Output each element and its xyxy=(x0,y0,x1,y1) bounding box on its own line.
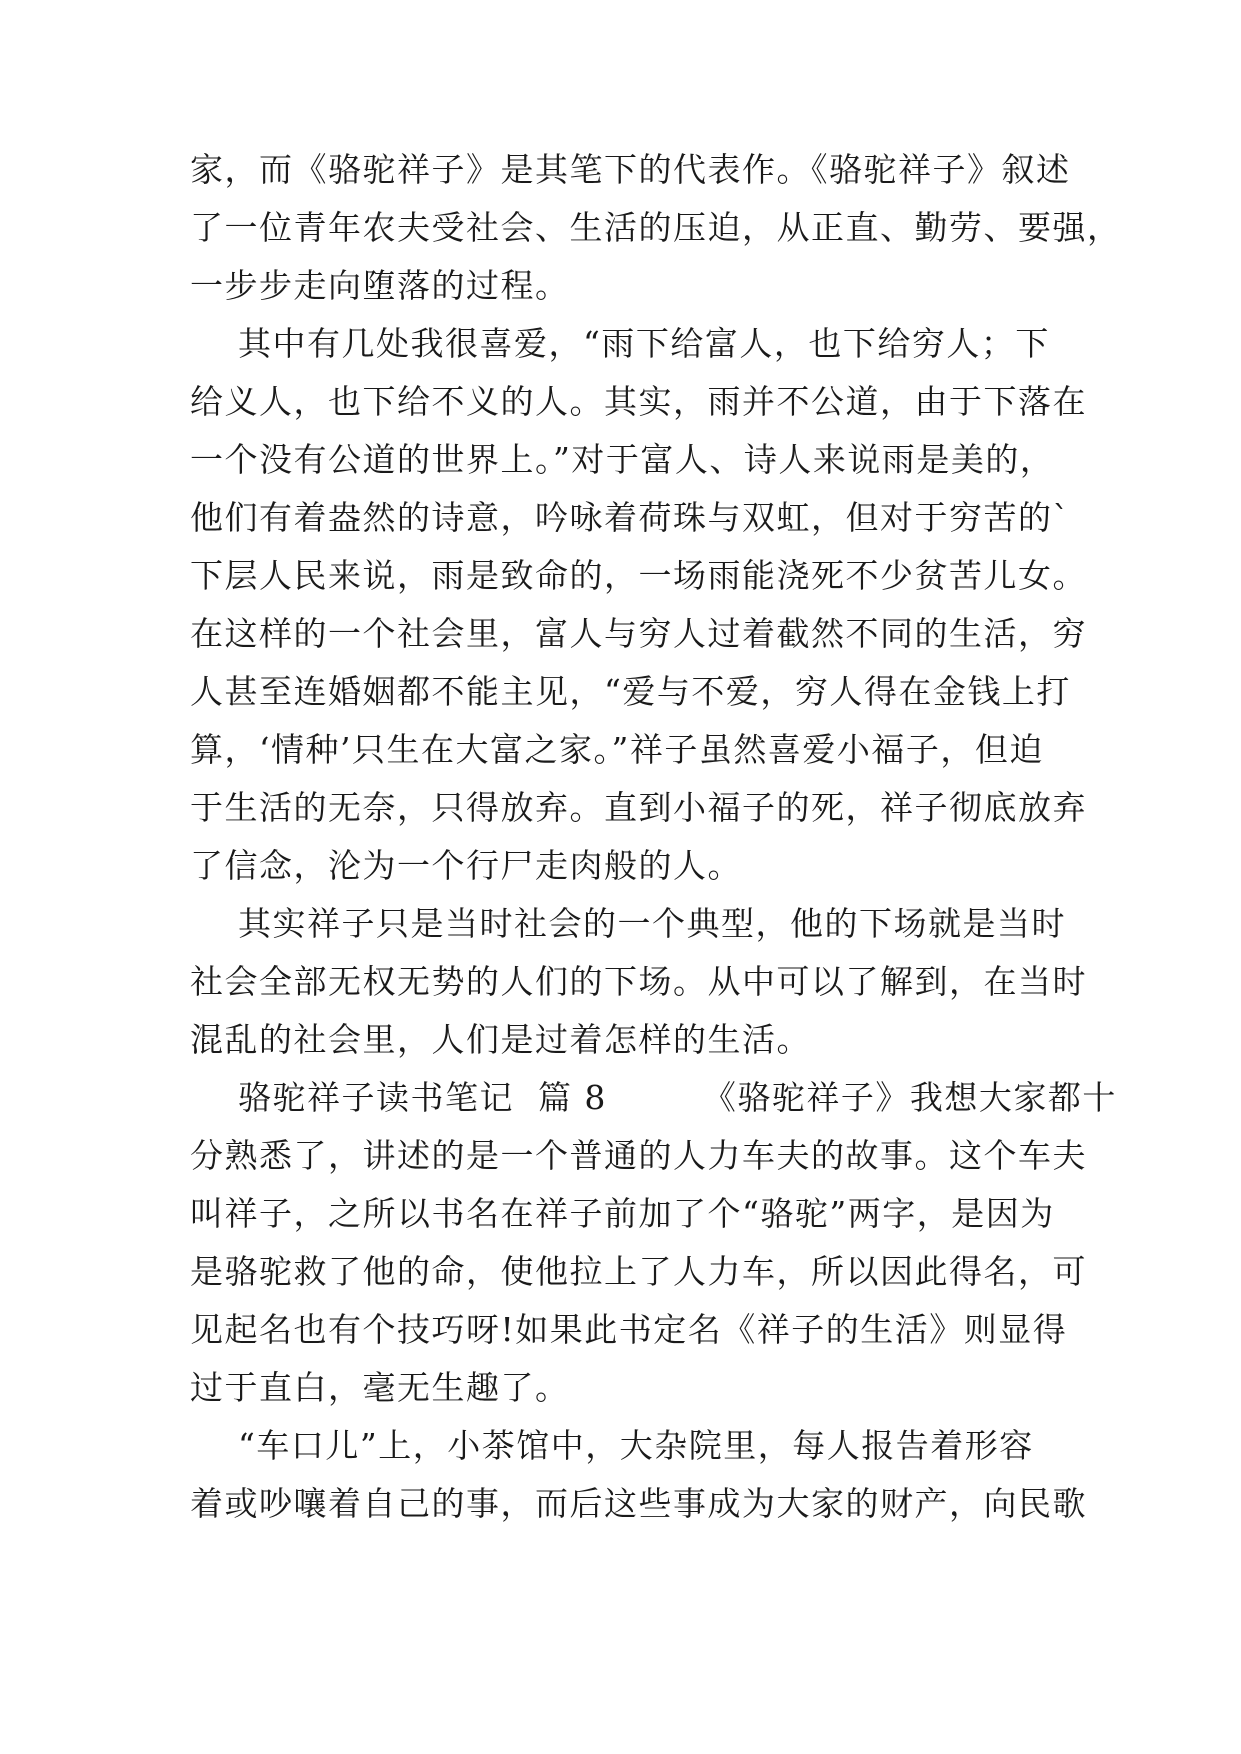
text-line: 下层人民来说，雨是致命的，一场雨能浇死不少贫苦儿女。 xyxy=(190,556,1087,595)
text-line: 一步步走向堕落的过程。 xyxy=(190,266,570,305)
text-line: 了信念，沦为一个行尸走肉般的人。 xyxy=(190,846,742,885)
text-line: 给义人，也下给不义的人。其实，雨并不公道，由于下落在 xyxy=(190,382,1087,421)
text-line: 在这样的一个社会里，富人与穷人过着截然不同的生活，穷 xyxy=(190,614,1087,653)
text-line: 着或吵嚷着自己的事，而后这些事成为大家的财产，向民歌 xyxy=(190,1484,1087,1523)
paragraph-first-line: “车口儿”上，小茶馆中，大杂院里，每人报告着形容 xyxy=(190,1426,1034,1465)
text-line: 家，而《骆驼祥子》是其笔下的代表作。《骆驼祥子》叙述 xyxy=(190,150,1071,189)
text-line: 他们有着盎然的诗意，吟咏着荷珠与双虹，但对于穷苦的` xyxy=(190,498,1071,537)
text-line: 分熟悉了，讲述的是一个普通的人力车夫的故事。这个车夫 xyxy=(190,1136,1087,1175)
text-line: 一个没有公道的世界上。”对于富人、诗人来说雨是美的， xyxy=(190,440,1055,479)
text-line: 是骆驼救了他的命，使他拉上了人力车，所以因此得名，可 xyxy=(190,1252,1087,1291)
text-line: 了一位青年农夫受社会、生活的压迫，从正直、勤劳、要强， xyxy=(190,208,1122,247)
text-line: 于生活的无奈，只得放弃。直到小福子的死，祥子彻底放弃 xyxy=(190,788,1087,827)
text-line: 叫祥子，之所以书名在祥子前加了个“骆驼”两字，是因为 xyxy=(190,1194,1055,1233)
text-line: 混乱的社会里，人们是过着怎样的生活。 xyxy=(190,1020,811,1059)
paragraph-first-line: 其中有几处我很喜爱，“雨下给富人，也下给穷人；下 xyxy=(190,324,1050,363)
text-line: 算，‘情种’只生在大富之家。”祥子虽然喜爱小福子，但迫 xyxy=(190,730,1044,769)
text-line: 人甚至连婚姻都不能主见，“爱与不爱，穷人得在金钱上打 xyxy=(190,672,1071,711)
text-line: 过于直白，毫无生趣了。 xyxy=(190,1368,570,1407)
text-line: 见起名也有个技巧呀!如果此书定名《祥子的生活》则显得 xyxy=(190,1310,1068,1349)
text-line: 社会全部无权无势的人们的下场。从中可以了解到，在当时 xyxy=(190,962,1087,1001)
paragraph-first-line: 其实祥子只是当时社会的一个典型，他的下场就是当时 xyxy=(190,904,1066,943)
section-heading-line: 骆驼祥子读书笔记 篇 8 《骆驼祥子》我想大家都十 xyxy=(190,1078,1117,1117)
